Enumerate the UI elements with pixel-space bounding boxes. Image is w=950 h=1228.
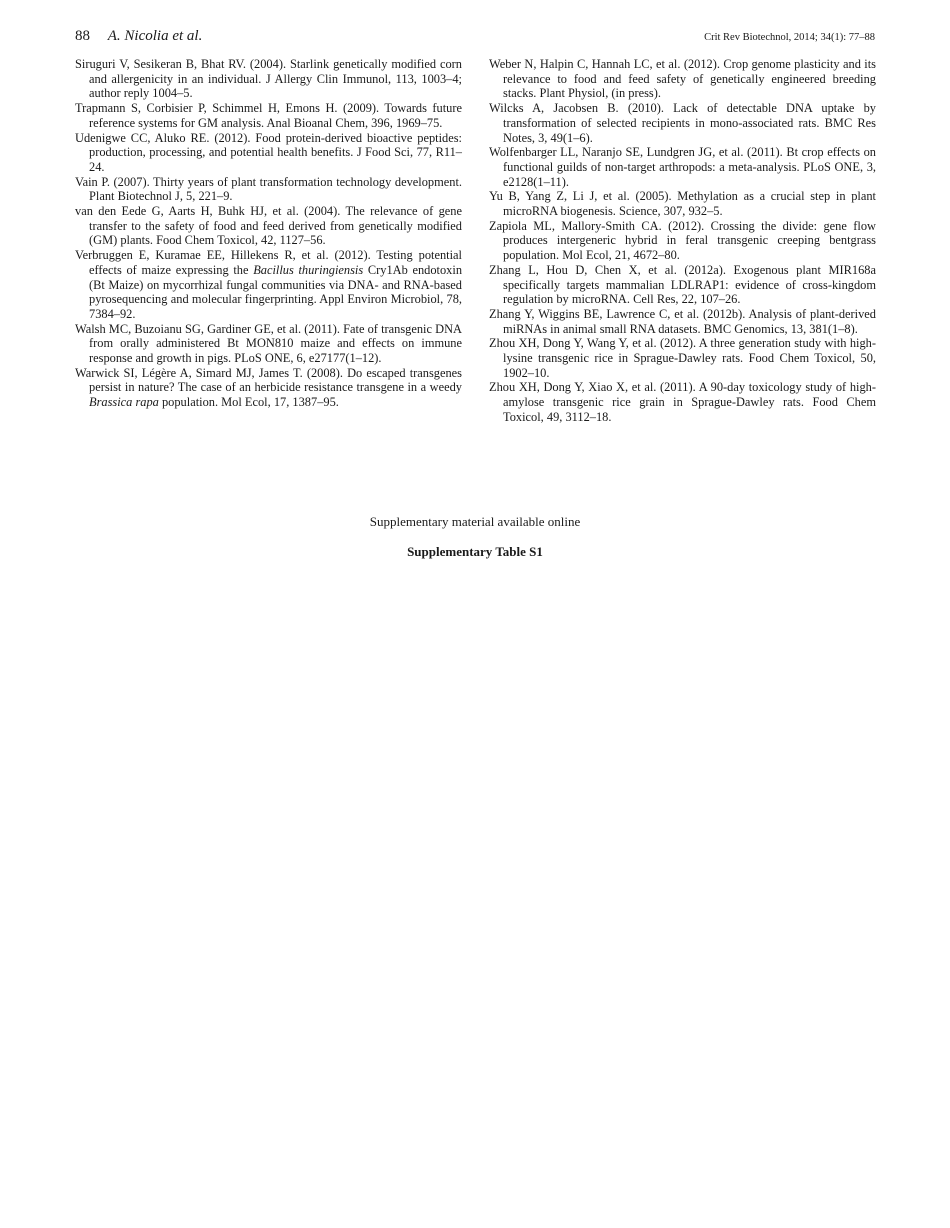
reference-entry: Wolfenbarger LL, Naranjo SE, Lundgren JG, et al. (2011). Bt crop effects on functional guilds of non-target arthropods: a meta-analysis. PLoS ONE, 3, e2128(1–11). — [489, 145, 876, 189]
reference-text: Cry1Ab endotoxin (Bt Maize) on mycorrhizal fungal communities via DNA- and RNA-based pyrosequencing and molecular fingerprinting. Appl Environ Microbiol, 78, 7384–92. — [89, 262, 463, 321]
journal-citation: Crit Rev Biotechnol, 2014; 34(1): 77–88 — [704, 32, 875, 43]
supplementary-table-link[interactable]: Supplementary Table S1 — [407, 544, 543, 559]
reference-entry: Zhou XH, Dong Y, Xiao X, et al. (2011). A 90-day toxicology study of high-amylose transgenic rice grain in Sprague-Dawley rats. Food Chem Toxicol, 49, 3112–18. — [489, 380, 876, 424]
reference-entry: Wilcks A, Jacobsen B. (2010). Lack of detectable DNA uptake by transformation of selected recipients in mono-associated rats. BMC Res Notes, 3, 49(1–6). — [489, 101, 876, 145]
references-body — [75, 57, 876, 425]
reference-entry — [75, 248, 462, 322]
reference-entry: Siruguri V, Sesikeran B, Bhat RV. (2004). Starlink genetically modified corn and allergenicity in an individual. J Allergy Clin Immunol, 113, 1003–4; author reply 1004–5. — [75, 57, 462, 101]
running-header — [75, 28, 875, 48]
references-left-column — [75, 57, 462, 425]
reference-entry: Zhou XH, Dong Y, Wang Y, et al. (2012). A three generation study with high-lysine transgenic rice in Sprague-Dawley rats. Food Chem Toxicol, 50, 1902–10. — [489, 336, 876, 380]
reference-entry: Trapmann S, Corbisier P, Schimmel H, Emons H. (2009). Towards future reference systems for GM analysis. Anal Bioanal Chem, 396, 1969–75. — [75, 101, 462, 130]
reference-text: Warwick SI, Légère A, Simard MJ, James T. (2008). Do escaped transgenes persist in nature? The case of an herbicide resistance transgene in a weedy — [75, 365, 462, 395]
reference-entry: Zapiola ML, Mallory-Smith CA. (2012). Crossing the divide: gene flow produces intergeneric hybrid in feral transgenic creeping bentgrass population. Mol Ecol, 21, 4672–80. — [489, 218, 876, 263]
species-name: Bacillus thuringiensis — [253, 262, 364, 277]
reference-entry: Zhang L, Hou D, Chen X, et al. (2012a). Exogenous plant MIR168a specifically targets mammalian LDLRAP1: evidence of cross-kingdom regulation by microRNA. Cell Res, 22, 107–26. — [489, 262, 876, 307]
reference-text: population. Mol Ecol, 17, 1387–95. — [158, 395, 339, 410]
reference-entry: Zhang Y, Wiggins BE, Lawrence C, et al. (2012b). Analysis of plant-derived miRNAs in animal small RNA datasets. BMC Genomics, 13, 381(1–8). — [489, 306, 876, 336]
header-left — [75, 28, 202, 45]
reference-entry: Vain P. (2007). Thirty years of plant transformation technology development. Plant Biotechnol J, 5, 221–9. — [75, 174, 462, 204]
references-right-column — [489, 57, 876, 425]
reference-entry: Weber N, Halpin C, Hannah LC, et al. (2012). Crop genome plasticity and its relevance to food and feed safety of genetically engineered breeding stacks. Plant Physiol, (in press). — [489, 57, 876, 101]
supplementary-note: Supplementary material available online — [369, 514, 581, 529]
running-authors: A. Nicolia et al. — [107, 28, 203, 44]
reference-entry: van den Eede G, Aarts H, Buhk HJ, et al. (2004). The relevance of gene transfer to the safety of food and feed derived from genetically modified (GM) plants. Food Chem Toxicol, 42, 1127–56. — [75, 204, 462, 248]
page-number: 88 — [75, 28, 90, 44]
reference-entry — [75, 366, 462, 410]
reference-entry: Yu B, Yang Z, Li J, et al. (2005). Methylation as a crucial step in plant microRNA biogenesis. Science, 307, 932–5. — [489, 189, 876, 219]
species-name: Brassica rapa — [89, 395, 159, 410]
reference-entry: Udenigwe CC, Aluko RE. (2012). Food protein-derived bioactive peptides: production, processing, and potential health benefits. J Food Sci, 77, R11–24. — [75, 130, 462, 174]
reference-text: Verbruggen E, Kuramae EE, Hillekens R, et al. (2012). Testing potential effects of maize expressing the — [75, 248, 462, 277]
reference-entry: Walsh MC, Buzoianu SG, Gardiner GE, et al. (2011). Fate of transgenic DNA from orally administered Bt MON810 maize and effects on immune response and growth in pigs. PLoS ONE, 6, e27177(1–12). — [75, 321, 462, 366]
